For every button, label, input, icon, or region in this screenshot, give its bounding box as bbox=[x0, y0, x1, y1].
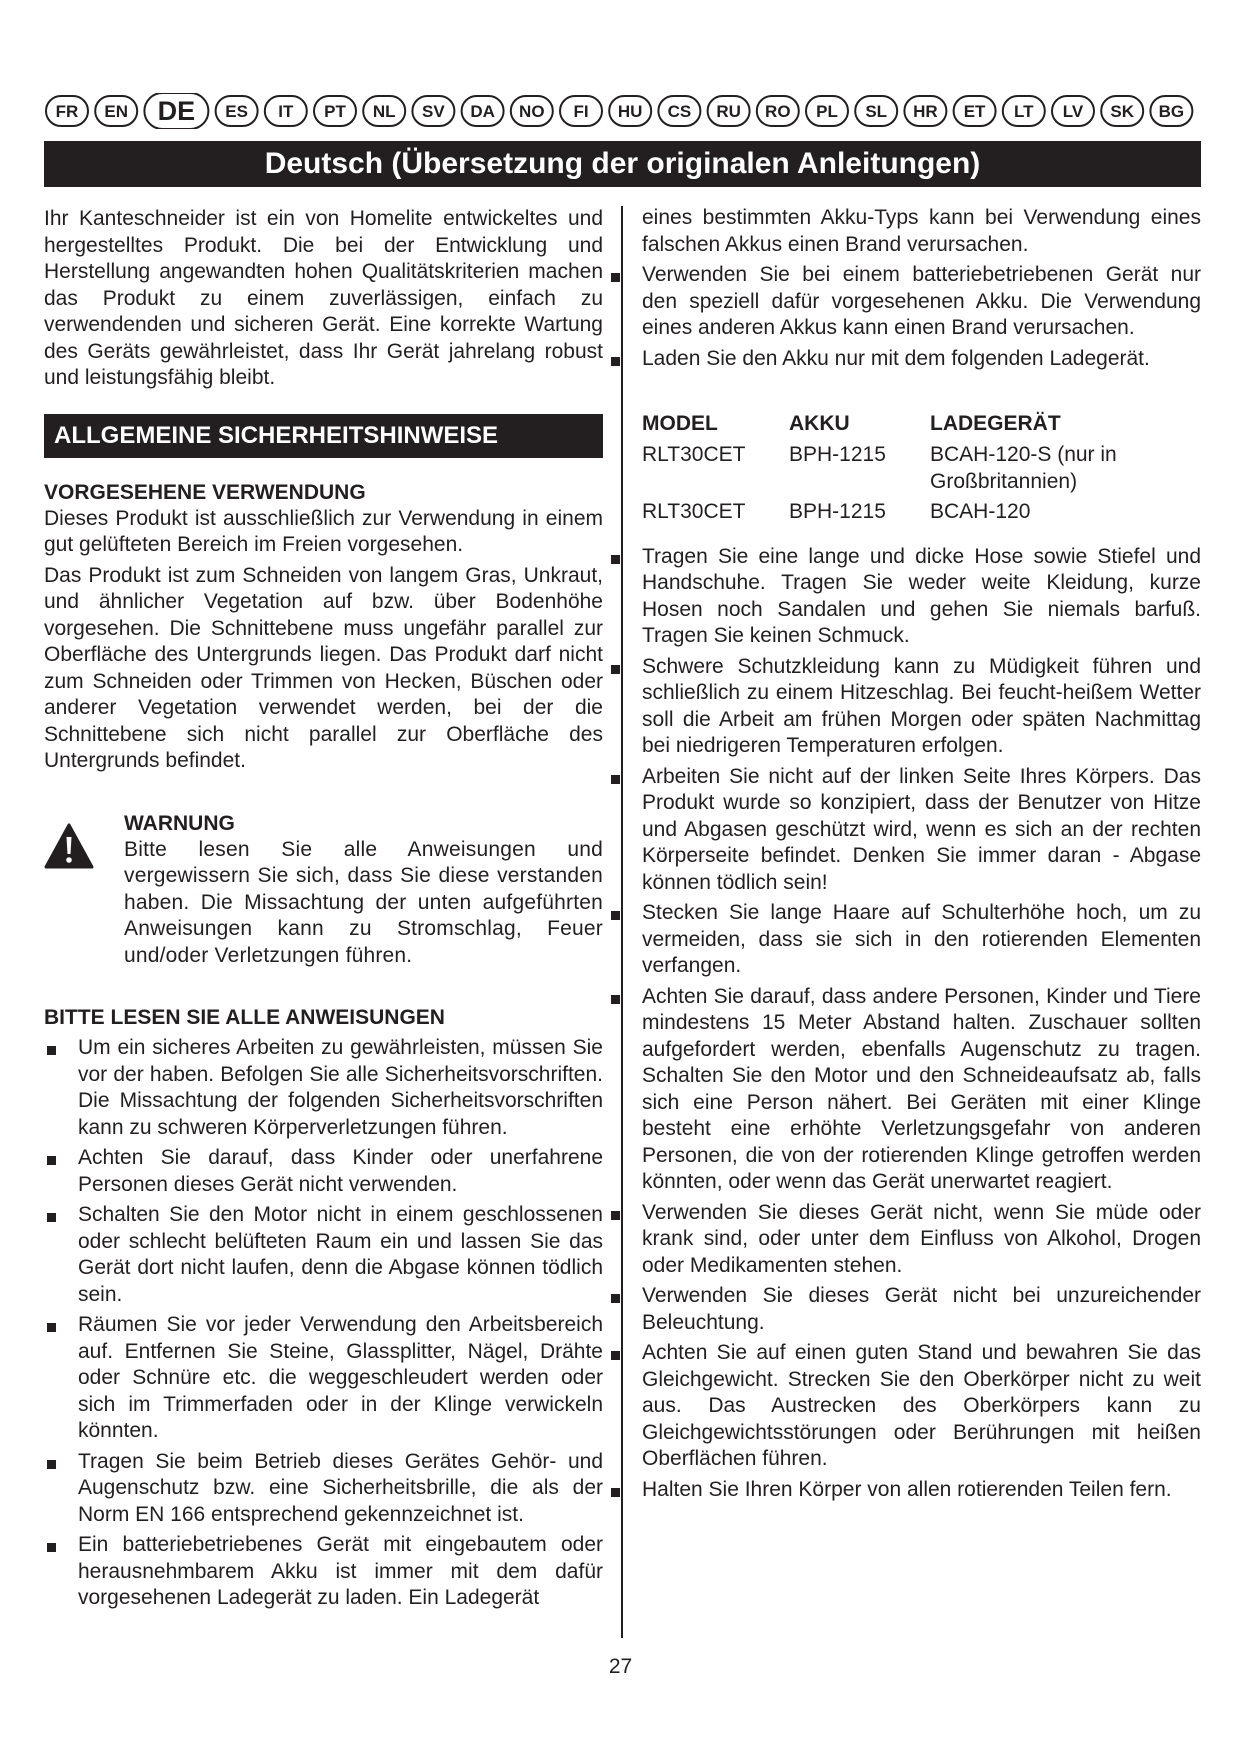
table-cell: BPH-1215 bbox=[789, 443, 886, 466]
lang-tab-nl[interactable] bbox=[363, 96, 405, 126]
lang-tab-label: SL bbox=[865, 102, 888, 121]
list-item: Halten Sie Ihren Körper von allen rotierenden Teilen fern. bbox=[608, 1477, 1201, 1504]
list-item: Schalten Sie den Motor nicht in einem geschlossenen oder schlecht belüfteten Raum ein und lassen Sie das Gerät dort nicht laufen, denn die Abgase können tödlich sein. bbox=[44, 1202, 603, 1308]
table-header: LADEGERÄT bbox=[930, 412, 1061, 435]
warning-box bbox=[44, 811, 603, 970]
lang-tab-it[interactable] bbox=[265, 96, 307, 126]
language-tabs-graphic bbox=[44, 93, 1202, 129]
lang-tab-fr[interactable] bbox=[46, 96, 88, 126]
table-header: MODEL bbox=[642, 412, 718, 435]
table-header-row bbox=[642, 412, 1170, 442]
lang-tab-label: EN bbox=[104, 102, 129, 121]
intended-use-heading: VORGESEHENE VERWENDUNG bbox=[44, 480, 366, 504]
list-item: Verwenden Sie bei einem batteriebetriebenen Gerät nur den speziell dafür vorgesehenen Akku. Die Verwendung eines anderen Akkus kann einen Brand verursachen. bbox=[608, 262, 1201, 342]
lang-tab-label: HU bbox=[617, 102, 643, 121]
continuation-paragraph: eines bestimmten Akku-Typs kann bei Verwendung eines falschen Akkus einen Brand verursachen. bbox=[642, 206, 1201, 256]
warning-title: WARNUNG bbox=[124, 811, 235, 835]
table-row bbox=[642, 499, 1170, 530]
table-cell: RLT30CET bbox=[642, 500, 746, 523]
lang-tab-sl[interactable] bbox=[855, 96, 897, 126]
table-cell: BCAH-120 bbox=[930, 500, 1031, 523]
warning-triangle-icon bbox=[44, 823, 94, 869]
lang-tab-lt[interactable] bbox=[1003, 96, 1045, 126]
list-item: Um ein sicheres Arbeiten zu gewährleisten, müssen Sie vor der haben. Befolgen Sie alle Sicherheitsvorschriften. Die Missachtung der folgenden Sicherheitsvorschriften kann zu schweren Körperverletzungen führen. bbox=[44, 1035, 603, 1141]
lang-tab-label: BG bbox=[1158, 102, 1185, 121]
right-list-before-table bbox=[608, 262, 1201, 372]
list-item: Ein batteriebetriebenes Gerät mit eingebautem oder herausnehmbarem Akku ist immer mit dem dafür vorgesehenen Ladegerät zu laden. Ein Ladegerät bbox=[44, 1532, 603, 1612]
lang-tab-label: NL bbox=[372, 102, 396, 121]
table-cell: BCAH-120-S (nur in Großbritannien) bbox=[930, 443, 1117, 493]
list-item: Räumen Sie vor jeder Verwendung den Arbeitsbereich auf. Entfernen Sie Steine, Glassplitter, Nägel, Drähte oder Schnüre etc. die weggeschleudert werden oder sich im Trimmerfaden oder in der Klinge verwickeln könnten. bbox=[44, 1312, 603, 1445]
lang-tab-label: PT bbox=[324, 102, 346, 121]
lang-tab-hr[interactable] bbox=[904, 96, 946, 126]
list-item: Verwenden Sie dieses Gerät nicht bei unzureichender Beleuchtung. bbox=[608, 1283, 1201, 1336]
list-item: Achten Sie darauf, dass Kinder oder unerfahrene Personen dieses Gerät nicht verwenden. bbox=[44, 1145, 603, 1198]
right-column bbox=[642, 205, 1201, 1503]
lang-tab-label: SV bbox=[422, 102, 445, 121]
list-item: Arbeiten Sie nicht auf der linken Seite Ihres Körpers. Das Produkt wurde so konzipiert, dass der Benutzer von Hitze und Abgasen geschützt wird, wenn es sich an der rechten Körperseite befindet. Denken Sie immer daran - Abgase können tödlich sein! bbox=[608, 764, 1201, 897]
list-item: Laden Sie den Akku nur mit dem folgenden Ladegerät. bbox=[608, 346, 1201, 373]
list-item: Achten Sie darauf, dass andere Personen, Kinder und Tiere mindestens 15 Meter Abstand halten. Zuschauer sollten aufgefordert werden, ebenfalls Augenschutz zu tragen. Schalten Sie den Motor und den Schneideaufsatz ab, falls sich eine Person nähert. Bei Geräten mit einer Klinge besteht eine erhöhte Verletzungsgefahr von anderen Personen, die von der rotierenden Klinge getroffen werden könnten, oder wenn das Gerät unerwartet reagiert. bbox=[608, 984, 1201, 1196]
intended-use-paragraph-2: Das Produkt ist zum Schneiden von langem Gras, Unkraut, und ähnlicher Vegetation auf bzw. über Bodenhöhe vorgesehen. Die Schnittebene muss ungefähr parallel zur Oberfläche des Untergrunds liegen. Das Produkt darf nicht zum Schneiden oder Trimmen von Hecken, Büschen oder anderer Vegetation verwendet werden, bei der die Schnittebene sich nicht parallel zur Oberfläche des Untergrunds befindet. bbox=[44, 563, 603, 772]
list-item: Achten Sie auf einen guten Stand und bewahren Sie das Gleichgewicht. Strecken Sie den Oberkörper nicht zu weit aus. Das Austrecken des Oberkörpers kann zu Gleichgewichtsstörungen oder Berührungen mit heißen Oberflächen führen. bbox=[608, 1340, 1201, 1473]
page-title: Deutsch (Übersetzung der originalen Anleitungen) bbox=[44, 141, 1201, 187]
lang-tab-da[interactable] bbox=[462, 96, 504, 126]
lang-tab-hu[interactable] bbox=[609, 96, 651, 126]
list-item: Tragen Sie eine lange und dicke Hose sowie Stiefel und Handschuhe. Tragen Sie weder weite Kleidung, kurze Hosen noch Sandalen und gehen Sie niemals barfuß. Tragen Sie keinen Schmuck. bbox=[608, 544, 1201, 650]
warning-text: Bitte lesen Sie alle Anweisungen und vergewissern Sie sich, dass Sie diese verstanden haben. Die Missachtung der unten aufgeführten Anweisungen kann zu Stromschlag, Feuer und/oder Verletzungen führen. bbox=[124, 837, 603, 967]
lang-tab-ro[interactable] bbox=[757, 96, 799, 126]
right-list-after-table bbox=[608, 544, 1201, 1504]
table-cell: BPH-1215 bbox=[789, 500, 886, 523]
lang-tab-pt[interactable] bbox=[314, 96, 356, 126]
table-cell: RLT30CET bbox=[642, 443, 746, 466]
lang-tab-sk[interactable] bbox=[1101, 96, 1143, 126]
lang-tab-label: FI bbox=[573, 102, 589, 121]
list-item: Tragen Sie beim Betrieb dieses Gerätes Gehör- und Augenschutz bzw. eine Sicherheitsbrille, die als der Norm EN 166 entsprechend gekennzeichnet ist. bbox=[44, 1449, 603, 1529]
list-item: Schwere Schutzkleidung kann zu Müdigkeit führen und schließlich zu einem Hitzeschlag. Bei feucht-heißem Wetter soll die Arbeit am frühen Morgen oder späten Nachmittag bei niedrigeren Temperaturen erfolgen. bbox=[608, 654, 1201, 760]
lang-tab-label: HR bbox=[913, 102, 938, 121]
lang-tab-label: FR bbox=[55, 102, 79, 121]
table-header: AKKU bbox=[789, 412, 850, 435]
lang-tab-ru[interactable] bbox=[708, 96, 750, 126]
charger-table bbox=[642, 412, 1170, 530]
lang-tab-pl[interactable] bbox=[806, 96, 848, 126]
lang-tab-label: ES bbox=[225, 102, 248, 121]
lang-tab-et[interactable] bbox=[954, 96, 996, 126]
intended-use-paragraph-1: Dieses Produkt ist ausschließlich zur Verwendung in einem gut gelüfteten Bereich im Freien vorgesehen. bbox=[44, 506, 603, 556]
lang-tab-cs[interactable] bbox=[658, 96, 700, 126]
lang-tab-lv[interactable] bbox=[1052, 96, 1094, 126]
lang-tab-label: ET bbox=[963, 102, 986, 121]
left-column bbox=[44, 206, 603, 1612]
lang-tab-bg[interactable] bbox=[1150, 96, 1192, 126]
section-title: ALLGEMEINE SICHERHEITSHINWEISE bbox=[44, 414, 603, 458]
lang-tab-label: LV bbox=[1062, 102, 1084, 121]
list-item: Stecken Sie lange Haare auf Schulterhöhe hoch, um zu vermeiden, dass sie sich in den rotierenden Elementen verfangen. bbox=[608, 900, 1201, 980]
lang-tab-de[interactable] bbox=[144, 93, 208, 129]
page-number: 27 bbox=[608, 1655, 633, 1678]
lang-tab-label: DE bbox=[157, 96, 196, 126]
intro-paragraph: Ihr Kanteschneider ist ein von Homelite entwickeltes und hergestelltes Produkt. Die bei der Entwicklung und Herstellung angewandten hohen Qualitätskriterien machen das Produkt zu einem zuverlässigen, einfach zu verwendenden und sicheren Gerät. Eine korrekte Wartung des Geräts gewährleistet, dass Ihr Gerät jahrelang robust und leistungsfähig bleibt. bbox=[44, 207, 603, 389]
lang-tab-label: RO bbox=[765, 102, 791, 121]
lang-tab-sv[interactable] bbox=[412, 96, 454, 126]
lang-tab-label: RU bbox=[716, 102, 741, 121]
table-row bbox=[642, 442, 1170, 499]
lang-tab-en[interactable] bbox=[95, 96, 137, 126]
list-item: Verwenden Sie dieses Gerät nicht, wenn Sie müde oder krank sind, oder unter dem Einfluss von Alkohol, Drogen oder Medikamenten stehen. bbox=[608, 1200, 1201, 1280]
lang-tab-label: NO bbox=[519, 102, 545, 121]
lang-tab-label: PL bbox=[816, 102, 838, 121]
lang-tab-fi[interactable] bbox=[560, 96, 602, 126]
lang-tab-no[interactable] bbox=[511, 96, 553, 126]
read-all-list bbox=[44, 1035, 603, 1612]
lang-tab-label: CS bbox=[667, 102, 692, 121]
lang-tab-label: LT bbox=[1014, 102, 1034, 121]
lang-tab-label: DA bbox=[470, 102, 495, 121]
lang-tab-es[interactable] bbox=[216, 96, 258, 126]
lang-tab-label: IT bbox=[278, 102, 294, 121]
lang-tab-label: SK bbox=[1110, 102, 1135, 121]
read-all-heading: BITTE LESEN SIE ALLE ANWEISUNGEN bbox=[44, 1006, 445, 1029]
language-selector bbox=[44, 93, 1202, 129]
